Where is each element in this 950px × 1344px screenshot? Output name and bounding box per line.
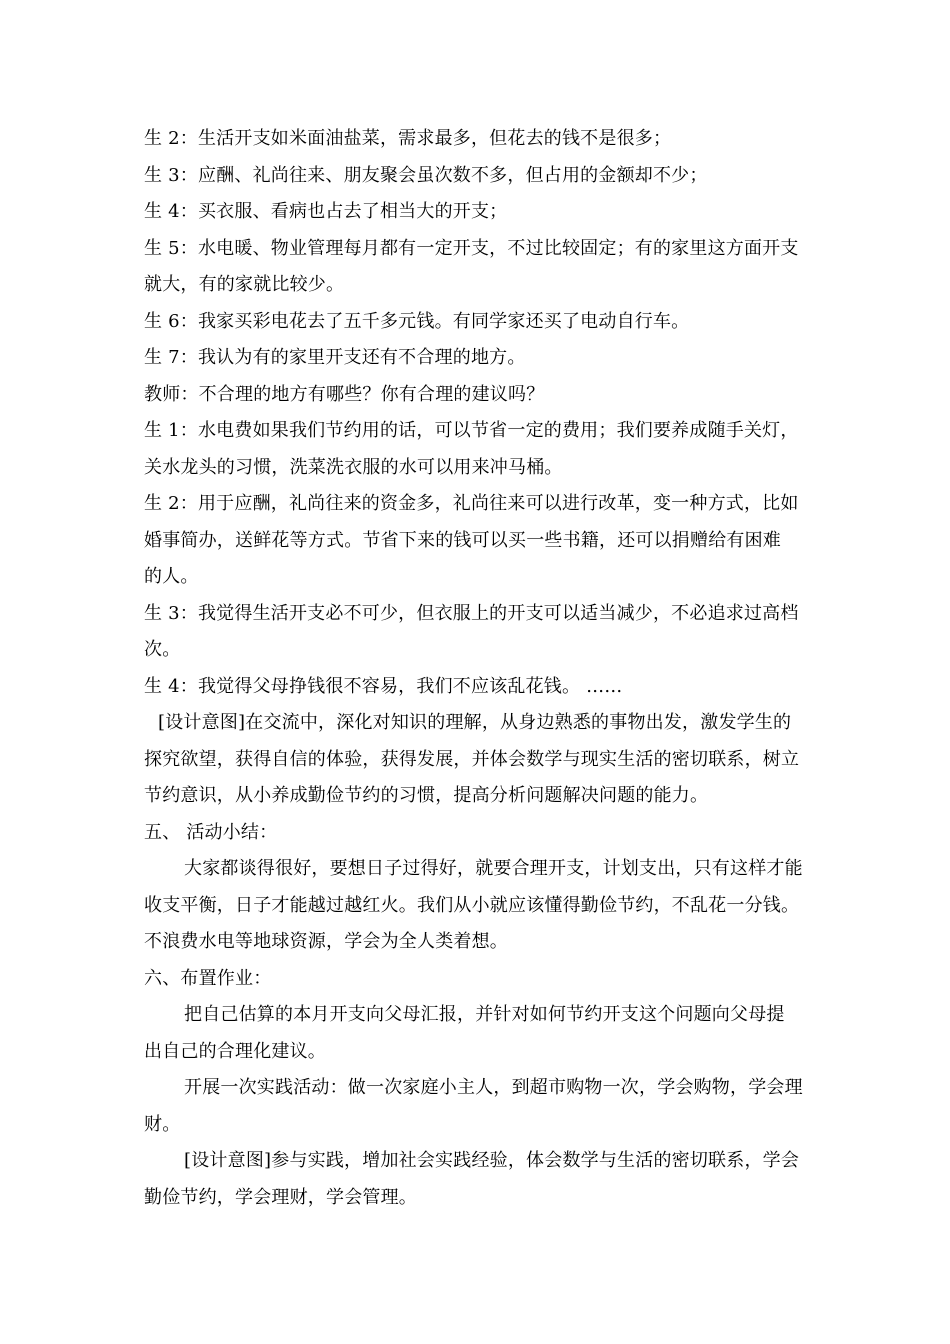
text-line: 把自己估算的本月开支向父母汇报，并针对如何节约开支这个问题向父母提 (184, 1004, 785, 1025)
section-heading-summary: 五、 活动小结： (144, 821, 278, 843)
text-line: 不浪费水电等地球资源，学会为全人类着想。 (144, 931, 508, 952)
text-line: 次。 (144, 639, 181, 660)
text-line: 关水龙头的习惯，洗菜洗衣服的水可以用来冲马桶。 (144, 456, 563, 478)
text-line: 财。 (144, 1113, 181, 1135)
text-line: 生 3：应酬、礼尚往来、朋友聚会虽次数不多，但占用的金额却不少； (144, 164, 708, 186)
text-line: 生 4：我觉得父母挣钱很不容易，我们不应该乱花钱。 …… (144, 675, 623, 697)
text-line: 生 5：水电暖、物业管理每月都有一定开支，不过比较固定；有的家里这方面开支 (144, 237, 799, 259)
text-line: 生 2：生活开支如米面油盐菜，需求最多，但花去的钱不是很多； (144, 128, 672, 149)
text-line: 探究欲望，获得自信的体验，获得发展，并体会数学与现实生活的密切联系，树立 (144, 748, 800, 770)
text-line: 婚事简办，送鲜花等方式。节省下来的钱可以买一些书籍，还可以捐赠给有困难 (144, 529, 781, 551)
document-body (144, 121, 808, 1216)
text-line: 生 1：水电费如果我们节约用的话，可以节省一定的费用；我们要养成随手关灯， (144, 420, 799, 441)
text-line: 生 4：买衣服、看病也占去了相当大的开支； (144, 201, 508, 222)
text-line: 就大，有的家就比较少。 (144, 274, 345, 295)
text-line: 生 6：我家买彩电花去了五千多元钱。有同学家还买了电动自行车。 (144, 310, 690, 332)
section-heading-homework: 六、布置作业： (144, 967, 272, 989)
text-line: 出自己的合理化建议。 (144, 1040, 326, 1062)
text-line: 生 7：我认为有的家里开支还有不合理的地方。 (144, 347, 526, 368)
text-line: 生 3：我觉得生活开支必不可少，但衣服上的开支可以适当减少，不必追求过高档 (144, 602, 799, 624)
text-line: 的人。 (144, 566, 199, 587)
text-line: 节约意识，从小养成勤俭节约的习惯，提高分析问题解决问题的能力。 (144, 785, 709, 806)
design-intent-line: [设计意图]在交流中，深化对知识的理解，从身边熟悉的事物出发，激发学生的 (158, 712, 792, 733)
text-line: 生 2：用于应酬，礼尚往来的资金多，礼尚往来可以进行改革，变一种方式，比如 (144, 493, 799, 514)
text-line: 大家都谈得很好，要想日子过得好，就要合理开支，计划支出，只有这样才能 (184, 858, 803, 879)
text-line: 开展一次实践活动：做一次家庭小主人，到超市购物一次，学会购物，学会理 (184, 1077, 803, 1098)
design-intent-line: [设计意图]参与实践，增加社会实践经验，体会数学与生活的密切联系，学会 (184, 1150, 800, 1171)
text-line: 勤俭节约，学会理财，学会管理。 (144, 1186, 417, 1208)
text-line: 教师：不合理的地方有哪些？你有合理的建议吗？ (144, 383, 545, 405)
text-line: 收支平衡，日子才能越过越红火。我们从小就应该懂得勤俭节约，不乱花一分钱。 (144, 894, 800, 916)
